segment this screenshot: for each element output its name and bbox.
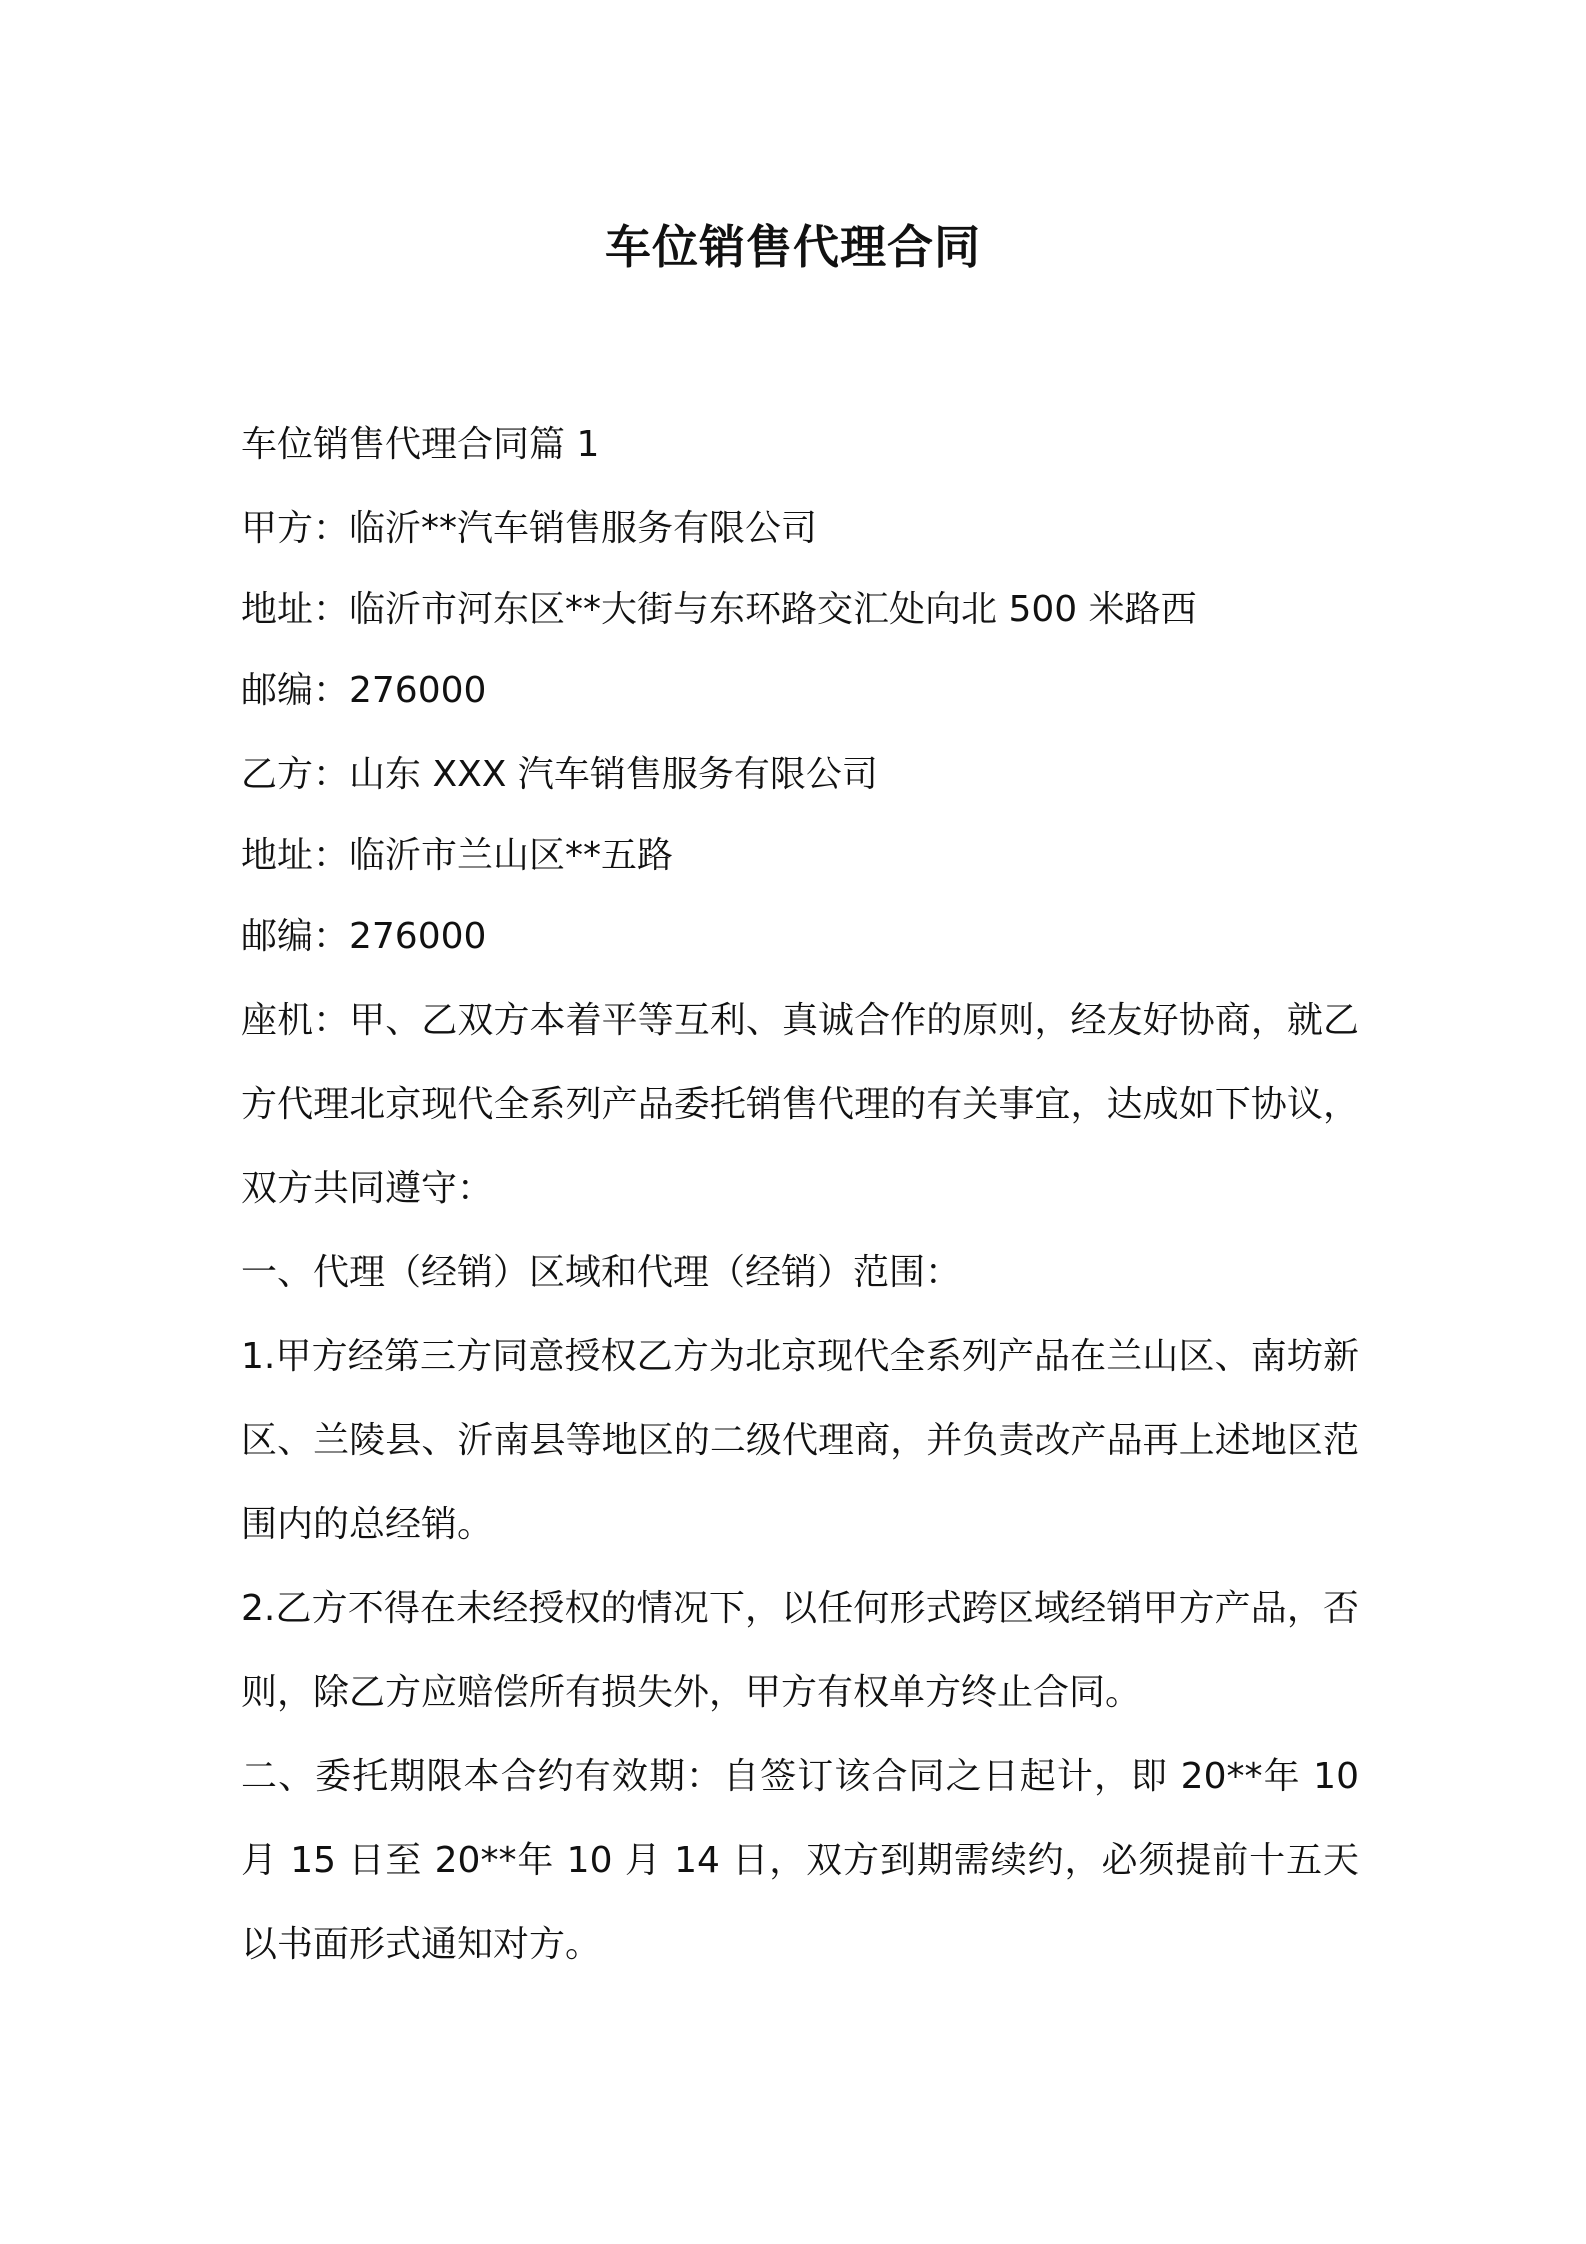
party-b-postcode: 邮编：276000	[241, 916, 487, 957]
clause-two-paragraph: 二、委托期限本合约有效期：自签订该合同之日起计，即 20**年 10 月 15 日至 20**年 10 月 14 日，双方到期需续约，必须提前十五天以书面形式通知对方。	[241, 1756, 1359, 1965]
party-b-name: 乙方：山东 XXX 汽车销售服务有限公司	[241, 754, 878, 795]
clause-one-item-1: 1.甲方经第三方同意授权乙方为北京现代全系列产品在兰山区、南坊新区、兰陵县、沂南县等地区的二级代理商，并负责改产品再上述地区范围内的总经销。	[241, 1336, 1359, 1545]
preamble-paragraph: 座机：甲、乙双方本着平等互利、真诚合作的原则，经友好协商，就乙方代理北京现代全系列产品委托销售代理的有关事宜，达成如下协议，双方共同遵守：	[241, 1000, 1359, 1209]
clause-one-heading: 一、代理（经销）区域和代理（经销）范围：	[241, 1252, 962, 1293]
party-b-address: 地址：临沂市兰山区**五路	[241, 835, 674, 876]
document-body	[241, 403, 1359, 1987]
party-a-postcode: 邮编：276000	[241, 670, 487, 711]
document-title: 车位销售代理合同	[605, 220, 981, 274]
party-a-address: 地址：临沂市河东区**大街与东环路交汇处向北 500 米路西	[241, 589, 1197, 630]
clause-one-item-2: 2.乙方不得在未经授权的情况下，以任何形式跨区域经销甲方产品，否则，除乙方应赔偿所有损失外，甲方有权单方终止合同。	[241, 1588, 1359, 1713]
section-heading: 车位销售代理合同篇 1	[241, 424, 600, 465]
party-a-name: 甲方：临沂**汽车销售服务有限公司	[241, 508, 818, 549]
